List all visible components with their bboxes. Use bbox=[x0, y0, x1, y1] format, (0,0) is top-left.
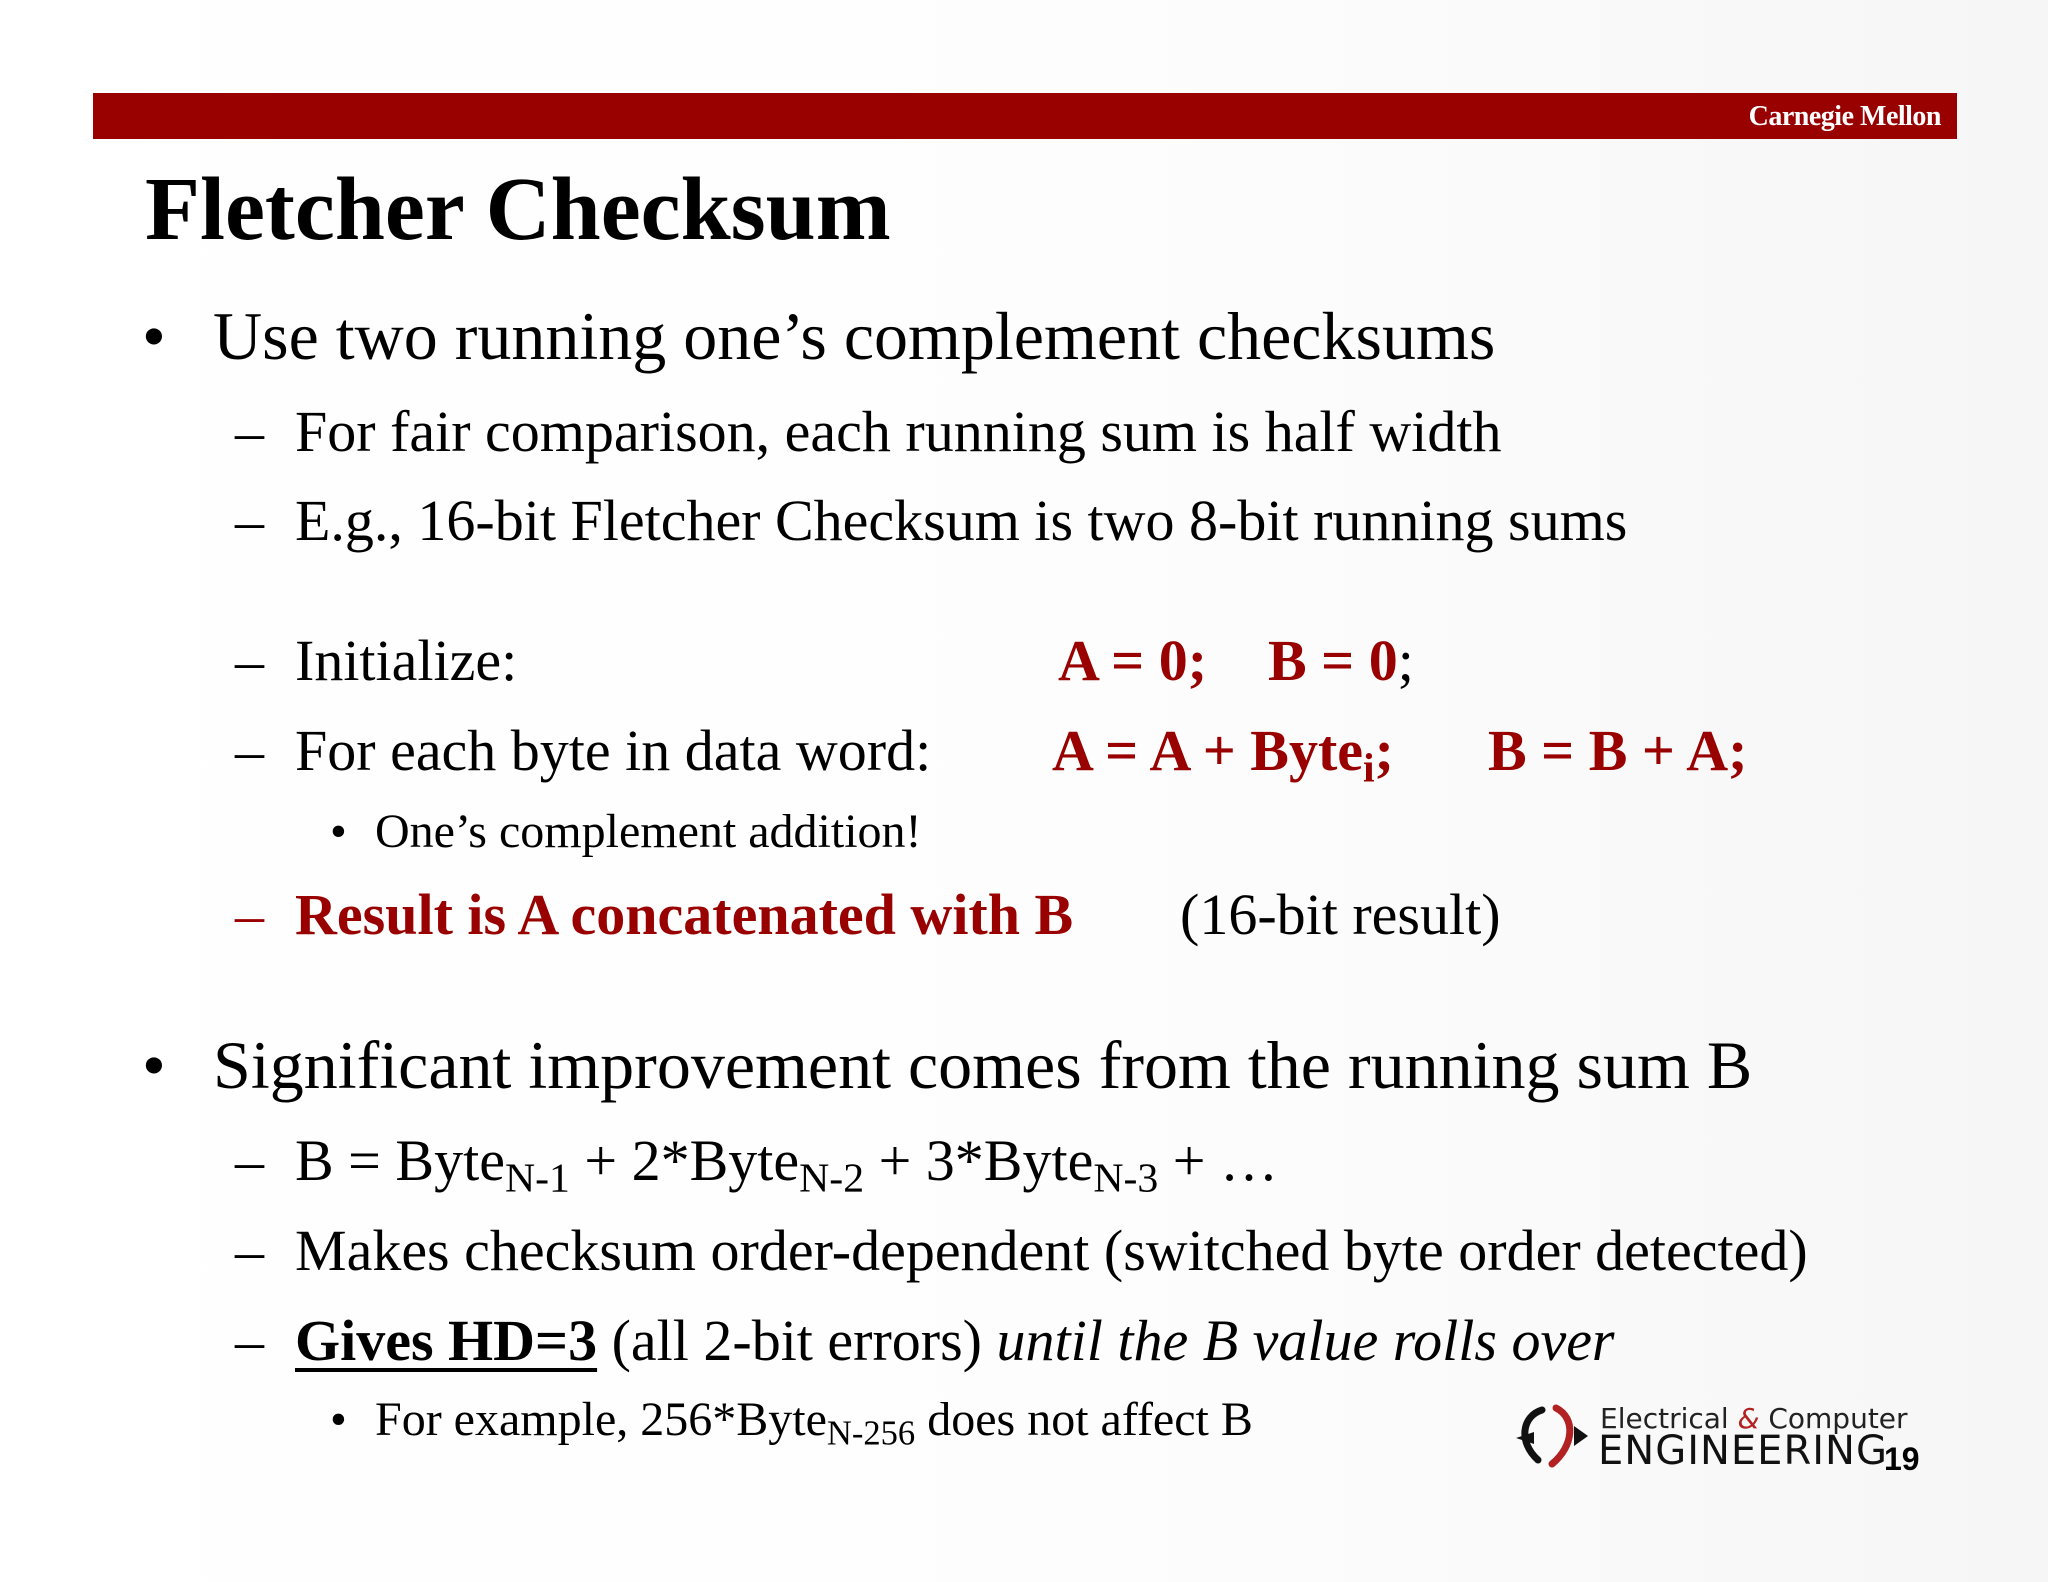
result-note: (16-bit result) bbox=[1180, 882, 1501, 947]
subsub-bullet-example bbox=[375, 1393, 1253, 1453]
sub-marker: – bbox=[235, 1308, 264, 1373]
logo-text: Electrical bbox=[1600, 1402, 1738, 1435]
bullet-1-text: Use two running one’s complement checksums bbox=[213, 298, 1496, 374]
ece-logo bbox=[1512, 1402, 1932, 1472]
hd-italic: until the B value rolls over bbox=[996, 1308, 1615, 1373]
ece-logo-icon bbox=[1512, 1402, 1592, 1472]
subsub-marker: • bbox=[330, 1393, 347, 1446]
update-b-code: B = B + A; bbox=[1488, 718, 1748, 783]
initialize-label: Initialize: bbox=[295, 628, 518, 693]
b-formula bbox=[295, 1128, 1279, 1202]
sub-marker: – bbox=[235, 1218, 264, 1283]
page-number: 19 bbox=[1884, 1441, 1920, 1477]
example-part: For example, 256*Byte bbox=[375, 1393, 827, 1446]
init-b-code bbox=[1268, 628, 1414, 693]
init-a-code: A = 0; bbox=[1058, 628, 1208, 693]
formula-part: + 3*Byte bbox=[864, 1128, 1094, 1193]
sub-marker: – bbox=[235, 718, 264, 783]
logo-text: Computer bbox=[1759, 1402, 1908, 1435]
formula-subscript: N-2 bbox=[799, 1155, 865, 1202]
header-bar bbox=[93, 93, 1957, 139]
bullet-2: • bbox=[142, 1027, 166, 1103]
formula-part: B = Byte bbox=[295, 1128, 505, 1193]
sub-marker: – bbox=[235, 882, 264, 947]
bullet-1 bbox=[142, 298, 166, 374]
sub-marker: – bbox=[235, 399, 264, 464]
init-b-value: B = 0 bbox=[1268, 628, 1398, 693]
sub-bullet-order: Makes checksum order-dependent (switched byte order detected) bbox=[295, 1218, 1808, 1283]
formula-subscript: N-3 bbox=[1093, 1155, 1159, 1202]
update-a-end: ; bbox=[1374, 718, 1394, 783]
formula-part: + … bbox=[1158, 1128, 1279, 1193]
ece-logo-line2: ENGINEERING bbox=[1598, 1428, 1888, 1474]
logo-ampersand: & bbox=[1737, 1402, 1760, 1435]
update-a-main: A = A + Byte bbox=[1052, 718, 1364, 783]
hd-emphasis: Gives HD=3 bbox=[295, 1308, 598, 1373]
sub-marker: – bbox=[235, 488, 264, 553]
result-statement: Result is A concatenated with B bbox=[295, 882, 1074, 947]
brand-wordmark: Carnegie Mellon bbox=[1748, 101, 1941, 132]
slide-title: Fletcher Checksum bbox=[145, 160, 891, 259]
update-a-code bbox=[1052, 718, 1394, 792]
for-each-label: For each byte in data word: bbox=[295, 718, 932, 783]
hd-middle: (all 2-bit errors) bbox=[597, 1308, 997, 1373]
example-part: does not affect B bbox=[915, 1393, 1253, 1446]
bullet-2-text: Significant improvement comes from the running sum B bbox=[213, 1027, 1753, 1103]
subsub-bullet-1: One’s complement addition! bbox=[375, 805, 922, 858]
sub-bullet-hd bbox=[295, 1308, 1615, 1373]
example-subscript: N-256 bbox=[826, 1414, 916, 1453]
formula-part: + 2*Byte bbox=[569, 1128, 800, 1193]
formula-subscript: N-1 bbox=[504, 1155, 570, 1202]
subsub-marker: • bbox=[330, 805, 347, 858]
sub-bullet-1: For fair comparison, each running sum is half width bbox=[295, 399, 1502, 464]
init-semicolon: ; bbox=[1397, 628, 1414, 693]
sub-marker: – bbox=[235, 628, 264, 693]
bullet-marker: • bbox=[142, 298, 166, 374]
update-a-subscript: i bbox=[1363, 745, 1375, 792]
sub-bullet-2: E.g., 16-bit Fletcher Checksum is two 8-bit running sums bbox=[295, 488, 1628, 553]
sub-marker: – bbox=[235, 1128, 264, 1193]
